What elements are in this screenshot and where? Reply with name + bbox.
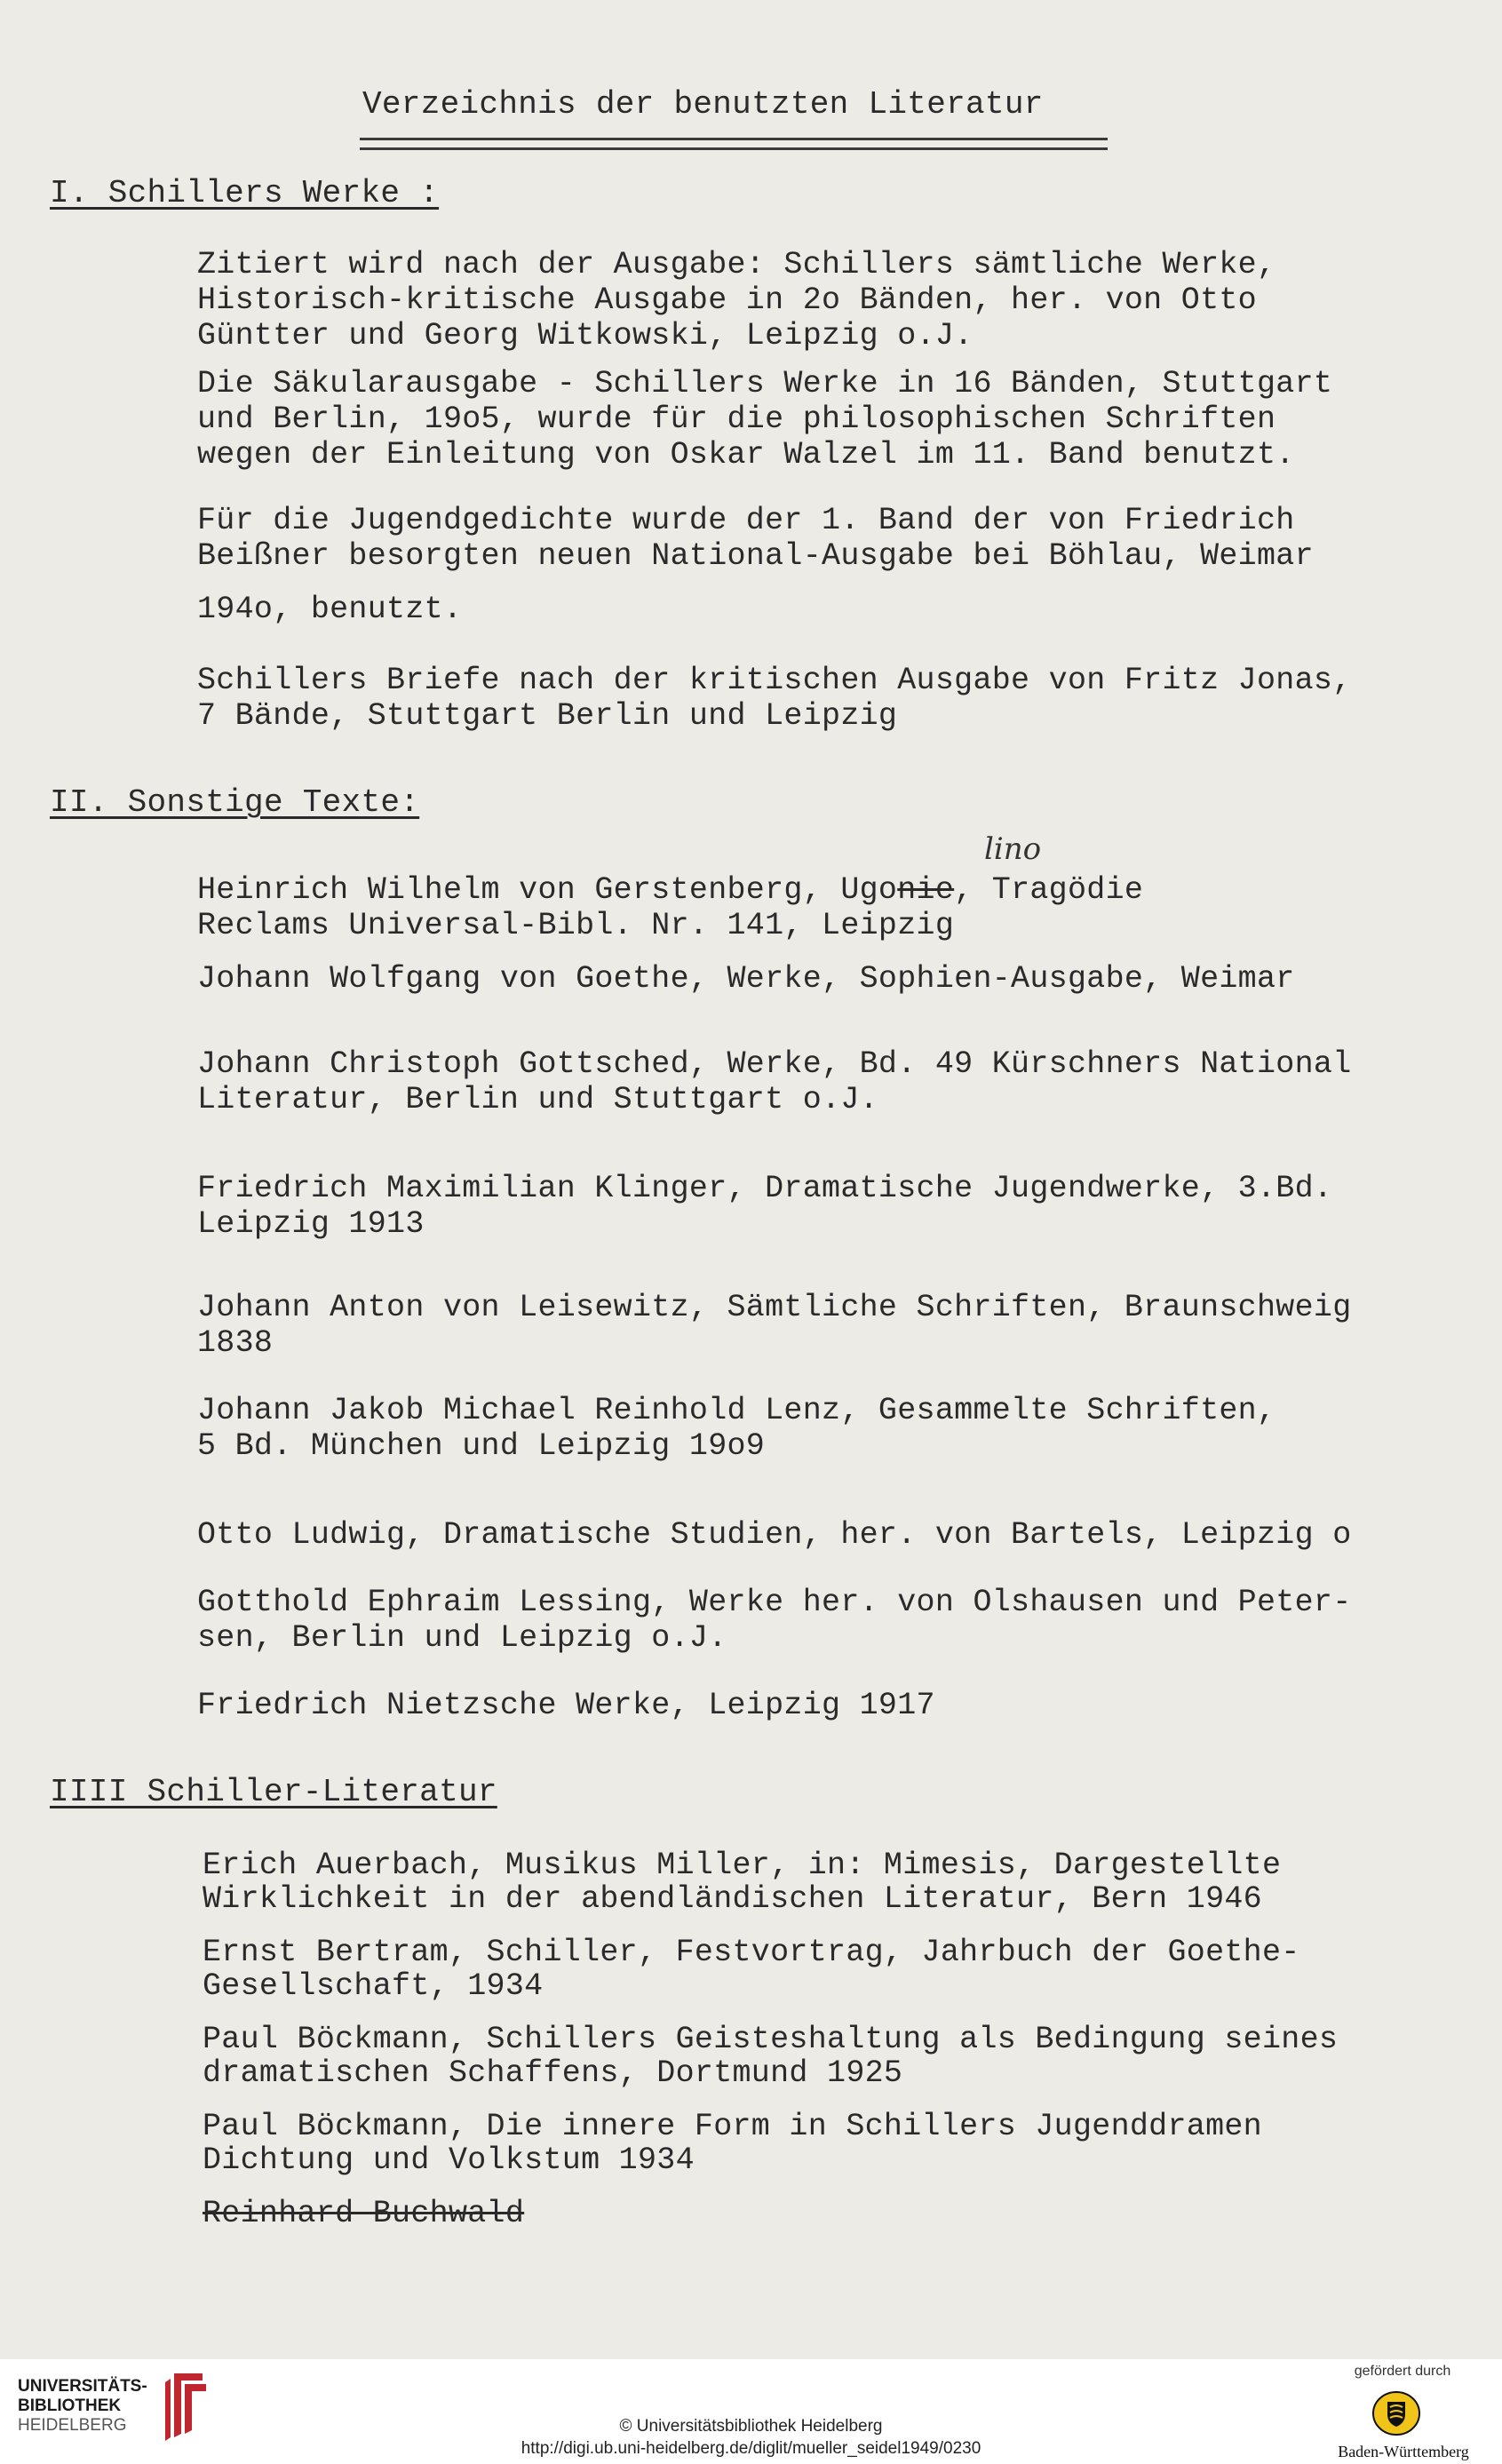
text-line: Friedrich Nietzsche Werke, Leipzig 1917 [197, 1688, 935, 1723]
text-line: Paul Böckmann, Schillers Geisteshaltung als Bedingung seines [203, 2022, 1339, 2057]
text-line: Für die Jugendgedichte wurde der 1. Band der von Friedrich [197, 503, 1295, 538]
library-name-line: UNIVERSITÄTS- [18, 2377, 147, 2396]
handwritten-correction: lino [984, 831, 1042, 867]
text-line: Otto Ludwig, Dramatische Studien, her. von Bartels, Leipzig o [197, 1517, 1352, 1553]
copyright-text: © Universitätsbibliothek Heidelberg [619, 2417, 883, 2436]
text-line: Die Säkularausgabe - Schillers Werke in 16 Bänden, Stuttgart [197, 366, 1333, 401]
text-line: Erich Auerbach, Musikus Miller, in: Mimesis, Dargestellte [203, 1848, 1282, 1883]
struck-text: nie [897, 872, 955, 908]
text-line: Wirklichkeit in der abendländischen Literatur, Bern 1946 [203, 1881, 1262, 1917]
text-line: Ernst Bertram, Schiller, Festvortrag, Jahrbuch der Goethe- [203, 1935, 1300, 1970]
text-line: Johann Christoph Gottsched, Werke, Bd. 49 Kürschners National [197, 1046, 1352, 1082]
text-line: 7 Bände, Stuttgart Berlin und Leipzig [197, 698, 898, 734]
text-line: Gesellschaft, 1934 [203, 1968, 544, 2004]
text-line: dramatischen Schaffens, Dortmund 1925 [203, 2055, 903, 2091]
text-line: Johann Anton von Leisewitz, Sämtliche Schriften, Braunschweig [197, 1290, 1352, 1325]
text-line: Schillers Briefe nach der kritischen Ausgabe von Fritz Jonas, [197, 663, 1352, 698]
section-heading: I. Schillers Werke : [50, 175, 440, 211]
text-line: 1838 [197, 1325, 274, 1361]
title-double-rule [360, 138, 1108, 150]
text-line: wegen der Einleitung von Oskar Walzel im 11. Band benutzt. [197, 437, 1295, 473]
text-line: Güntter und Georg Witkowski, Leipzig o.J. [197, 318, 974, 354]
text-line: 5 Bd. München und Leipzig 19o9 [197, 1428, 766, 1464]
source-url-link[interactable]: http://digi.ub.uni-heidelberg.de/diglit/mueller_seidel1949/0230 [521, 2439, 981, 2458]
funder-name: Baden-Württemberg [1338, 2443, 1469, 2460]
text-line: Reclams Universal-Bibl. Nr. 141, Leipzig [197, 908, 955, 943]
text-line: Gotthold Ephraim Lessing, Werke her. von Olshausen und Peter- [197, 1585, 1352, 1620]
text-line: , Tragödie [954, 872, 1144, 908]
text-line: Paul Böckmann, Die innere Form in Schillers Jugenddramen [203, 2109, 1262, 2144]
struck-text: Reinhard-Buchwald [203, 2196, 525, 2231]
section-heading: II. Sonstige Texte: [50, 784, 420, 821]
text-line: Leipzig 1913 [197, 1206, 425, 1242]
text-line: Beißner besorgten neuen National-Ausgabe bei Böhlau, Weimar [197, 538, 1314, 574]
text-line: Johann Jakob Michael Reinhold Lenz, Gesammelte Schriften, [197, 1393, 1276, 1428]
funded-by-label: gefördert durch [1354, 2364, 1451, 2379]
text-line: sen, Berlin und Leipzig o.J. [197, 1620, 727, 1656]
text-line: 194o, benutzt. [197, 592, 463, 627]
text-line: Heinrich Wilhelm von Gerstenberg, Ugo [197, 872, 898, 908]
text-line: und Berlin, 19o5, wurde für die philosophischen Schriften [197, 401, 1276, 437]
document-title: Verzeichnis der benutzten Literatur [362, 86, 1044, 123]
text-line: Historisch-kritische Ausgabe in 2o Bänden, her. von Otto [197, 282, 1257, 318]
text-line: Zitiert wird nach der Ausgabe: Schillers sämtliche Werke, [197, 247, 1276, 282]
text-line: Johann Wolfgang von Goethe, Werke, Sophien-Ausgabe, Weimar [197, 961, 1295, 997]
library-name-line: BIBLIOTHEK [18, 2396, 122, 2415]
section-heading: IIII Schiller-Literatur [50, 1774, 497, 1810]
gerstenberg-line [197, 872, 1143, 908]
text-line: Literatur, Berlin und Stuttgart o.J. [197, 1082, 878, 1117]
text-line: Friedrich Maximilian Klinger, Dramatische Jugendwerke, 3.Bd. [197, 1171, 1333, 1206]
text-line: Dichtung und Volkstum 1934 [203, 2142, 695, 2178]
library-name-line: HEIDELBERG [18, 2416, 127, 2435]
baden-wuerttemberg-crest-icon [1371, 2389, 1421, 2437]
